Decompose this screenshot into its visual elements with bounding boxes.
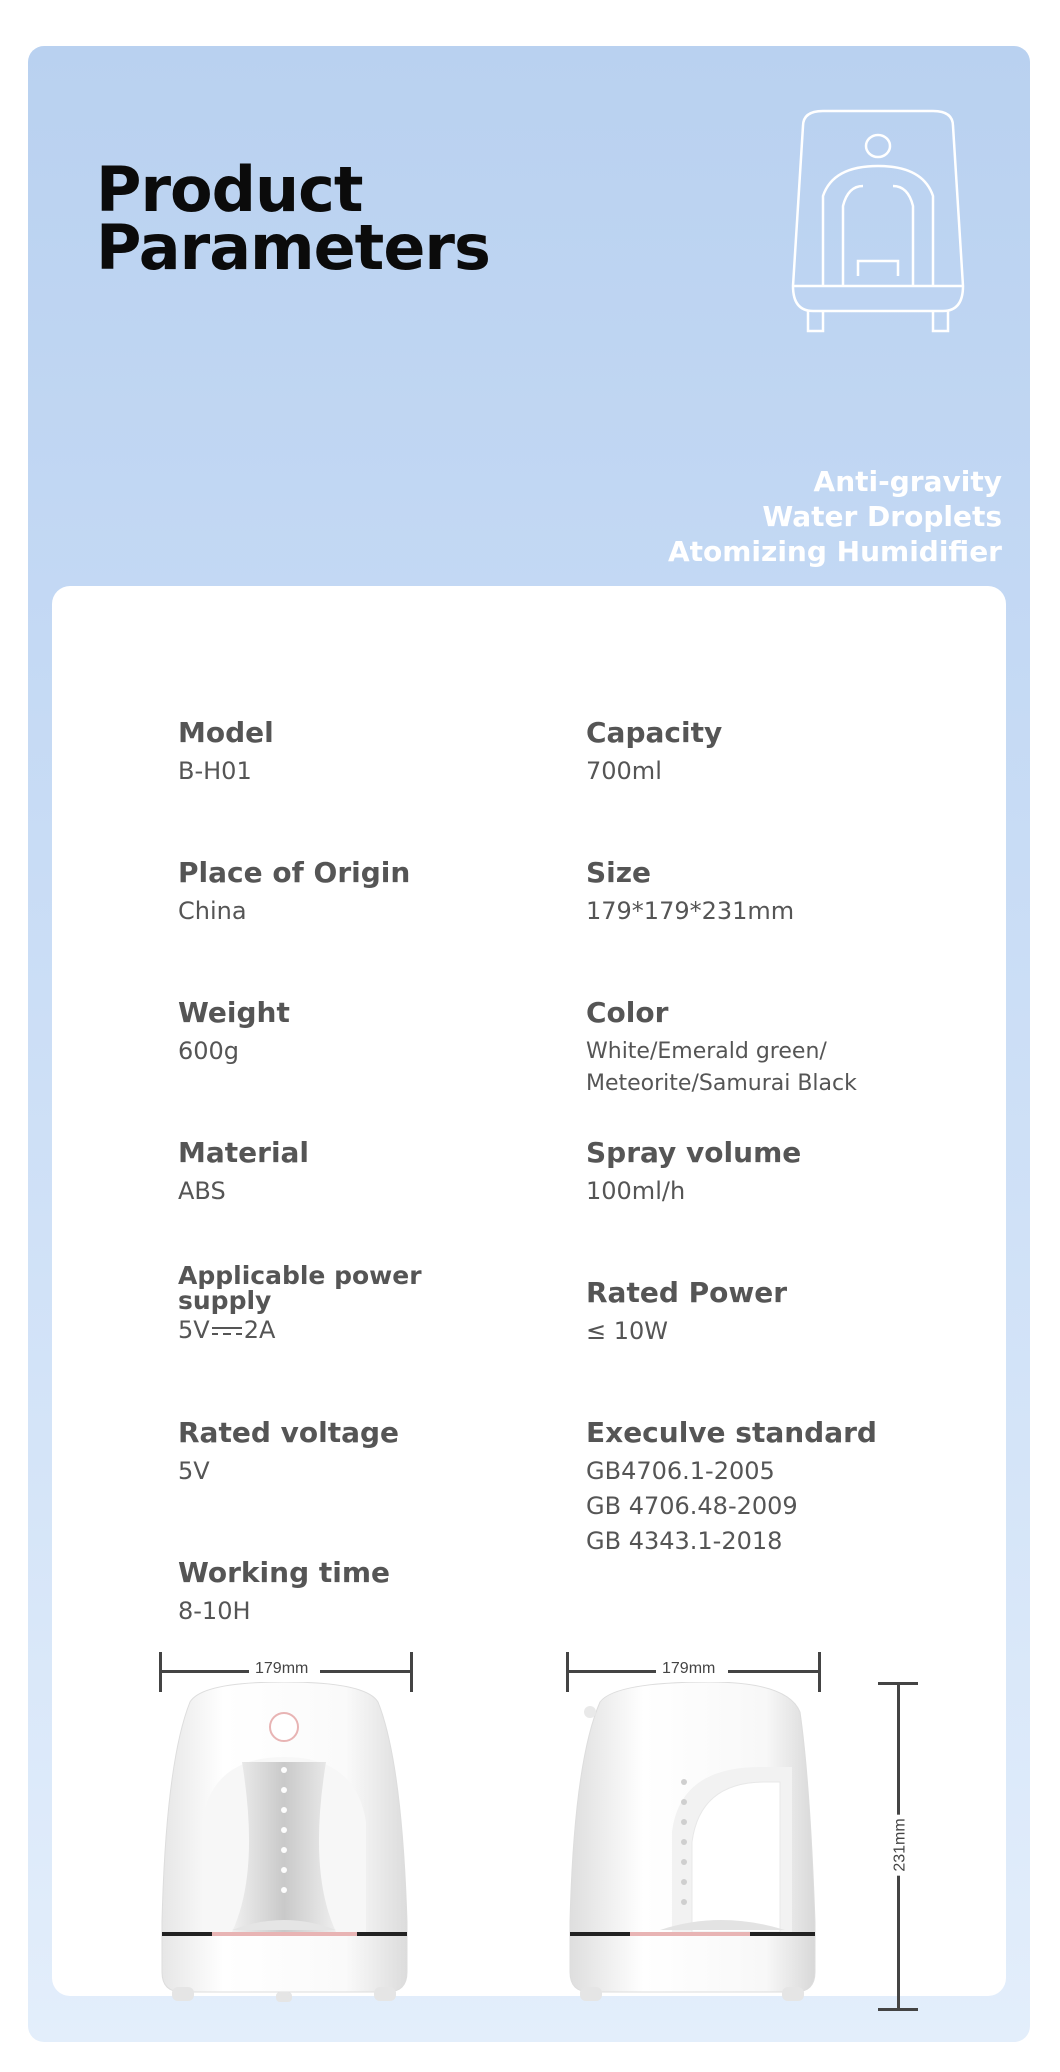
param-value: ABS: [178, 1177, 226, 1205]
param-label: Size: [586, 856, 652, 889]
param-value-line-1: White/Emerald green/: [586, 1039, 827, 1064]
param-label-line-1: Applicable power: [178, 1261, 422, 1290]
param-label: Weight: [178, 996, 290, 1029]
param-label: Place of Origin: [178, 856, 411, 889]
param-color: [586, 996, 966, 1100]
param-label: Model: [178, 716, 274, 749]
tagline-line-1: Anti-gravity: [813, 465, 1002, 498]
tagline-line-3: Atomizing Humidifier: [667, 535, 1002, 568]
title-line-1: Product: [96, 153, 363, 226]
dim-line-side-left: [566, 1670, 656, 1673]
param-value-line-2: GB 4706.48-2009: [586, 1492, 798, 1520]
param-value: ≤ 10W: [586, 1317, 669, 1345]
param-label: Spray volume: [586, 1136, 802, 1169]
param-label: Execulve standard: [586, 1416, 877, 1449]
param-label: Rated voltage: [178, 1416, 400, 1449]
dim-line-side-right: [728, 1670, 818, 1673]
param-value: 8-10H: [178, 1597, 251, 1625]
param-size: [586, 856, 966, 929]
param-label: Working time: [178, 1556, 391, 1589]
tagline-line-2: Water Droplets: [762, 500, 1002, 533]
param-material: [178, 1136, 558, 1209]
product-front-view: [152, 1682, 417, 2012]
dim-height-tick-bottom: [878, 2008, 918, 2011]
param-value-line-3: GB 4343.1-2018: [586, 1527, 783, 1555]
parameters-card: [52, 586, 1006, 1996]
param-rated-voltage: [178, 1416, 558, 1489]
humidifier-outline-icon: [763, 86, 993, 366]
current-value: 2A: [243, 1316, 276, 1344]
param-value: China: [178, 897, 247, 925]
dim-line-front-right: [320, 1670, 410, 1673]
product-side-view: [560, 1682, 825, 2012]
param-power-supply: [178, 1263, 558, 1348]
dim-side-width: 179mm: [662, 1660, 716, 1677]
param-working-time: [178, 1556, 558, 1629]
param-value: 100ml/h: [586, 1177, 686, 1205]
param-value-line-1: GB4706.1-2005: [586, 1457, 775, 1485]
param-value: 5V: [178, 1457, 210, 1485]
dim-front-width: 179mm: [255, 1660, 309, 1677]
dc-symbol-icon: [211, 1324, 243, 1338]
param-spray-volume: [586, 1136, 966, 1209]
dim-height: 231mm: [892, 1814, 910, 1875]
param-model: [178, 716, 558, 789]
param-value: 179*179*231mm: [586, 897, 795, 925]
title-line-2: Parameters: [96, 211, 490, 284]
param-label-line-2: supply: [178, 1286, 272, 1315]
hero-background: [28, 46, 1030, 2042]
product-tagline: [582, 464, 1002, 569]
param-value: [178, 1313, 558, 1348]
dim-line-front-left: [159, 1670, 249, 1673]
param-value-line-2: Meteorite/Samurai Black: [586, 1071, 857, 1096]
param-executive-standard: [586, 1416, 966, 1559]
param-value: 700ml: [586, 757, 662, 785]
param-value: B-H01: [178, 757, 252, 785]
voltage-value: 5V: [178, 1316, 210, 1344]
param-capacity: [586, 716, 966, 789]
param-label: Color: [586, 996, 669, 1029]
param-value: 600g: [178, 1037, 240, 1065]
param-label: Rated Power: [586, 1276, 788, 1309]
param-rated-power: [586, 1276, 966, 1349]
page-title: [96, 153, 616, 284]
param-weight: [178, 996, 558, 1069]
param-label: Material: [178, 1136, 310, 1169]
param-origin: [178, 856, 558, 929]
param-label: Capacity: [586, 716, 723, 749]
